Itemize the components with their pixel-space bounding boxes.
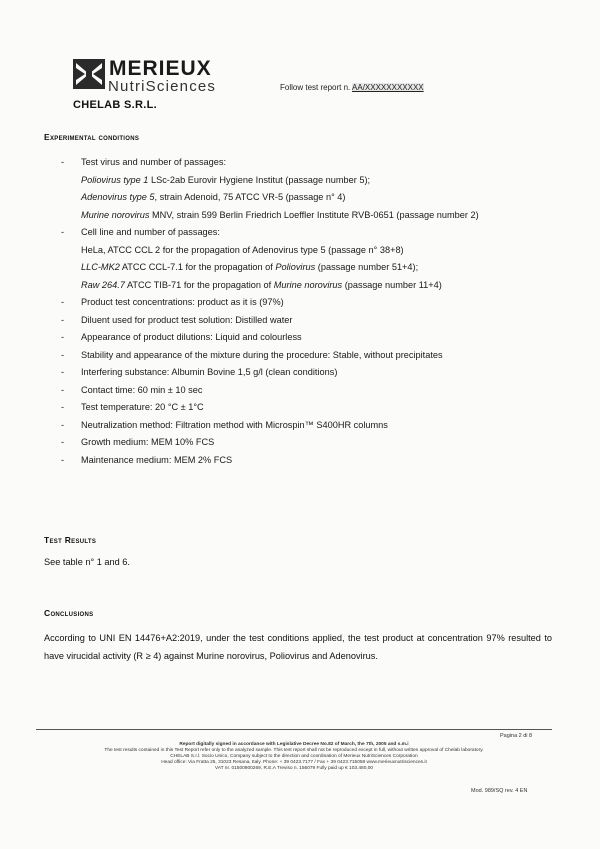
cell-line-name: Raw 264.7 [81, 279, 125, 290]
cell-line-name: LLC-MK2 [81, 262, 120, 272]
report-number: AA/XXXXXXXXXXX [352, 83, 424, 92]
section-title-test-results: Test Results [44, 535, 97, 545]
company-name: CHELAB S.R.L. [73, 99, 157, 111]
condition-item: - Appearance of product dilutions: Liquid and colourless [60, 329, 580, 347]
virus-name: Murine norovirus [273, 279, 343, 290]
condition-item [60, 154, 580, 224]
cell-line-passage: (passage number 51+4); [315, 262, 419, 272]
page-number: Pagina 2 di 8 [500, 733, 533, 739]
virus-detail: LSc-2ab Eurovir Hygiene Institut (passage number 5); [148, 174, 371, 185]
logo-text-nutrisciences: NutriSciences [108, 78, 217, 95]
condition-item: - Product test concentrations: product as it is (97%) [60, 294, 580, 312]
sub-item [81, 172, 580, 190]
footer-signature-note: Report digitally signed in accordance with Legislative Decree No.82 of March, the 7th, 2005 and s.m.i [179, 742, 409, 747]
merieux-logo-icon [73, 59, 105, 89]
condition-item: - Neutralization method: Filtration method with Microspin™ S400HR columns [60, 417, 580, 435]
condition-item: - Contact time: 60 min ± 10 sec [60, 382, 580, 400]
condition-text: Test virus and number of passages: [81, 157, 227, 167]
footer-vat: VAT nr. 01500900269, R.E.A Treviso n. 156079 Fully paid up € 103.480,00 [214, 766, 374, 771]
section-title-experimental: Experimental conditions [44, 132, 140, 142]
conclusions-text: According to UNI EN 14476+A2:2019, under the test conditions applied, the test product at concentration 97% resulted to have virucidal activity (R ≥ 4) against Murine norovirus, Poliovirus and Adenovirus. [44, 633, 552, 661]
virus-detail: , strain Adenoid, 75 ATCC VR-5 (passage n° 4) [154, 192, 346, 202]
sub-item: HeLa, ATCC CCL 2 for the propagation of Adenovirus type 5 (passage n° 38+8) [81, 244, 404, 255]
condition-item: - Diluent used for product test solution: Distilled water [60, 312, 580, 330]
condition-item [60, 224, 580, 294]
virus-detail: MNV, strain 599 Berlin Friedrich Loeffler Institute RVB-0651 (passage number 2) [149, 209, 479, 220]
virus-name: Adenovirus type 5 [81, 192, 155, 202]
condition-item: - Test temperature: 20 °C ± 1°C [60, 399, 580, 417]
cell-line-detail: ATCC TIB-71 for the propagation of [124, 279, 274, 290]
sub-item [81, 207, 580, 225]
follow-label: Follow test report n. [280, 83, 351, 92]
sub-item [81, 259, 580, 277]
condition-item: - Growth medium: MEM 10% FCS [60, 434, 580, 452]
follow-report-reference [280, 83, 424, 92]
sub-item [81, 277, 580, 295]
condition-item: - Interfering substance: Albumin Bovine 1,5 g/l (clean conditions) [60, 364, 580, 382]
conditions-list [60, 154, 580, 469]
footer-disclaimer: The test results contained in this Test Report refer only to the analyzed sample. This test report shall not be reproduced except in full, without written approval of Chelab laboratory. [104, 748, 484, 753]
logo-text-merieux: MERIEUX [109, 57, 212, 80]
test-results-text: See table n° 1 and 6. [44, 557, 130, 567]
footer-address: Head office: Via Fratta 25, 31023 Resana, Italy. Phone: + 39 0423.7177 / Fax + 39 0423.715058 www.merieuxnutrisciences.it [161, 760, 427, 765]
condition-text: Cell line and number of passages: [81, 227, 220, 237]
virus-name: Poliovirus type 1 [81, 174, 149, 185]
footer-divider [36, 729, 552, 730]
cell-line-passage: (passage number 11+4) [342, 279, 442, 290]
sub-item [81, 189, 580, 207]
virus-name: Murine norovirus [81, 209, 150, 220]
footer-company: CHELAB S.r.l. Socio Unico, Company subject to the direction and coordination of Merieux NutriSciences Corporation [170, 754, 418, 759]
section-title-conclusions: Conclusions [44, 608, 94, 618]
cell-line-detail: ATCC CCL-7.1 for the propagation of [119, 262, 276, 272]
form-revision: Mod. 989/SQ rev. 4 EN [471, 788, 528, 794]
condition-item: - Maintenance medium: MEM 2% FCS [60, 452, 580, 470]
condition-item: - Stability and appearance of the mixture during the procedure: Stable, without precipitates [60, 347, 580, 365]
virus-name: Poliovirus [275, 262, 316, 272]
